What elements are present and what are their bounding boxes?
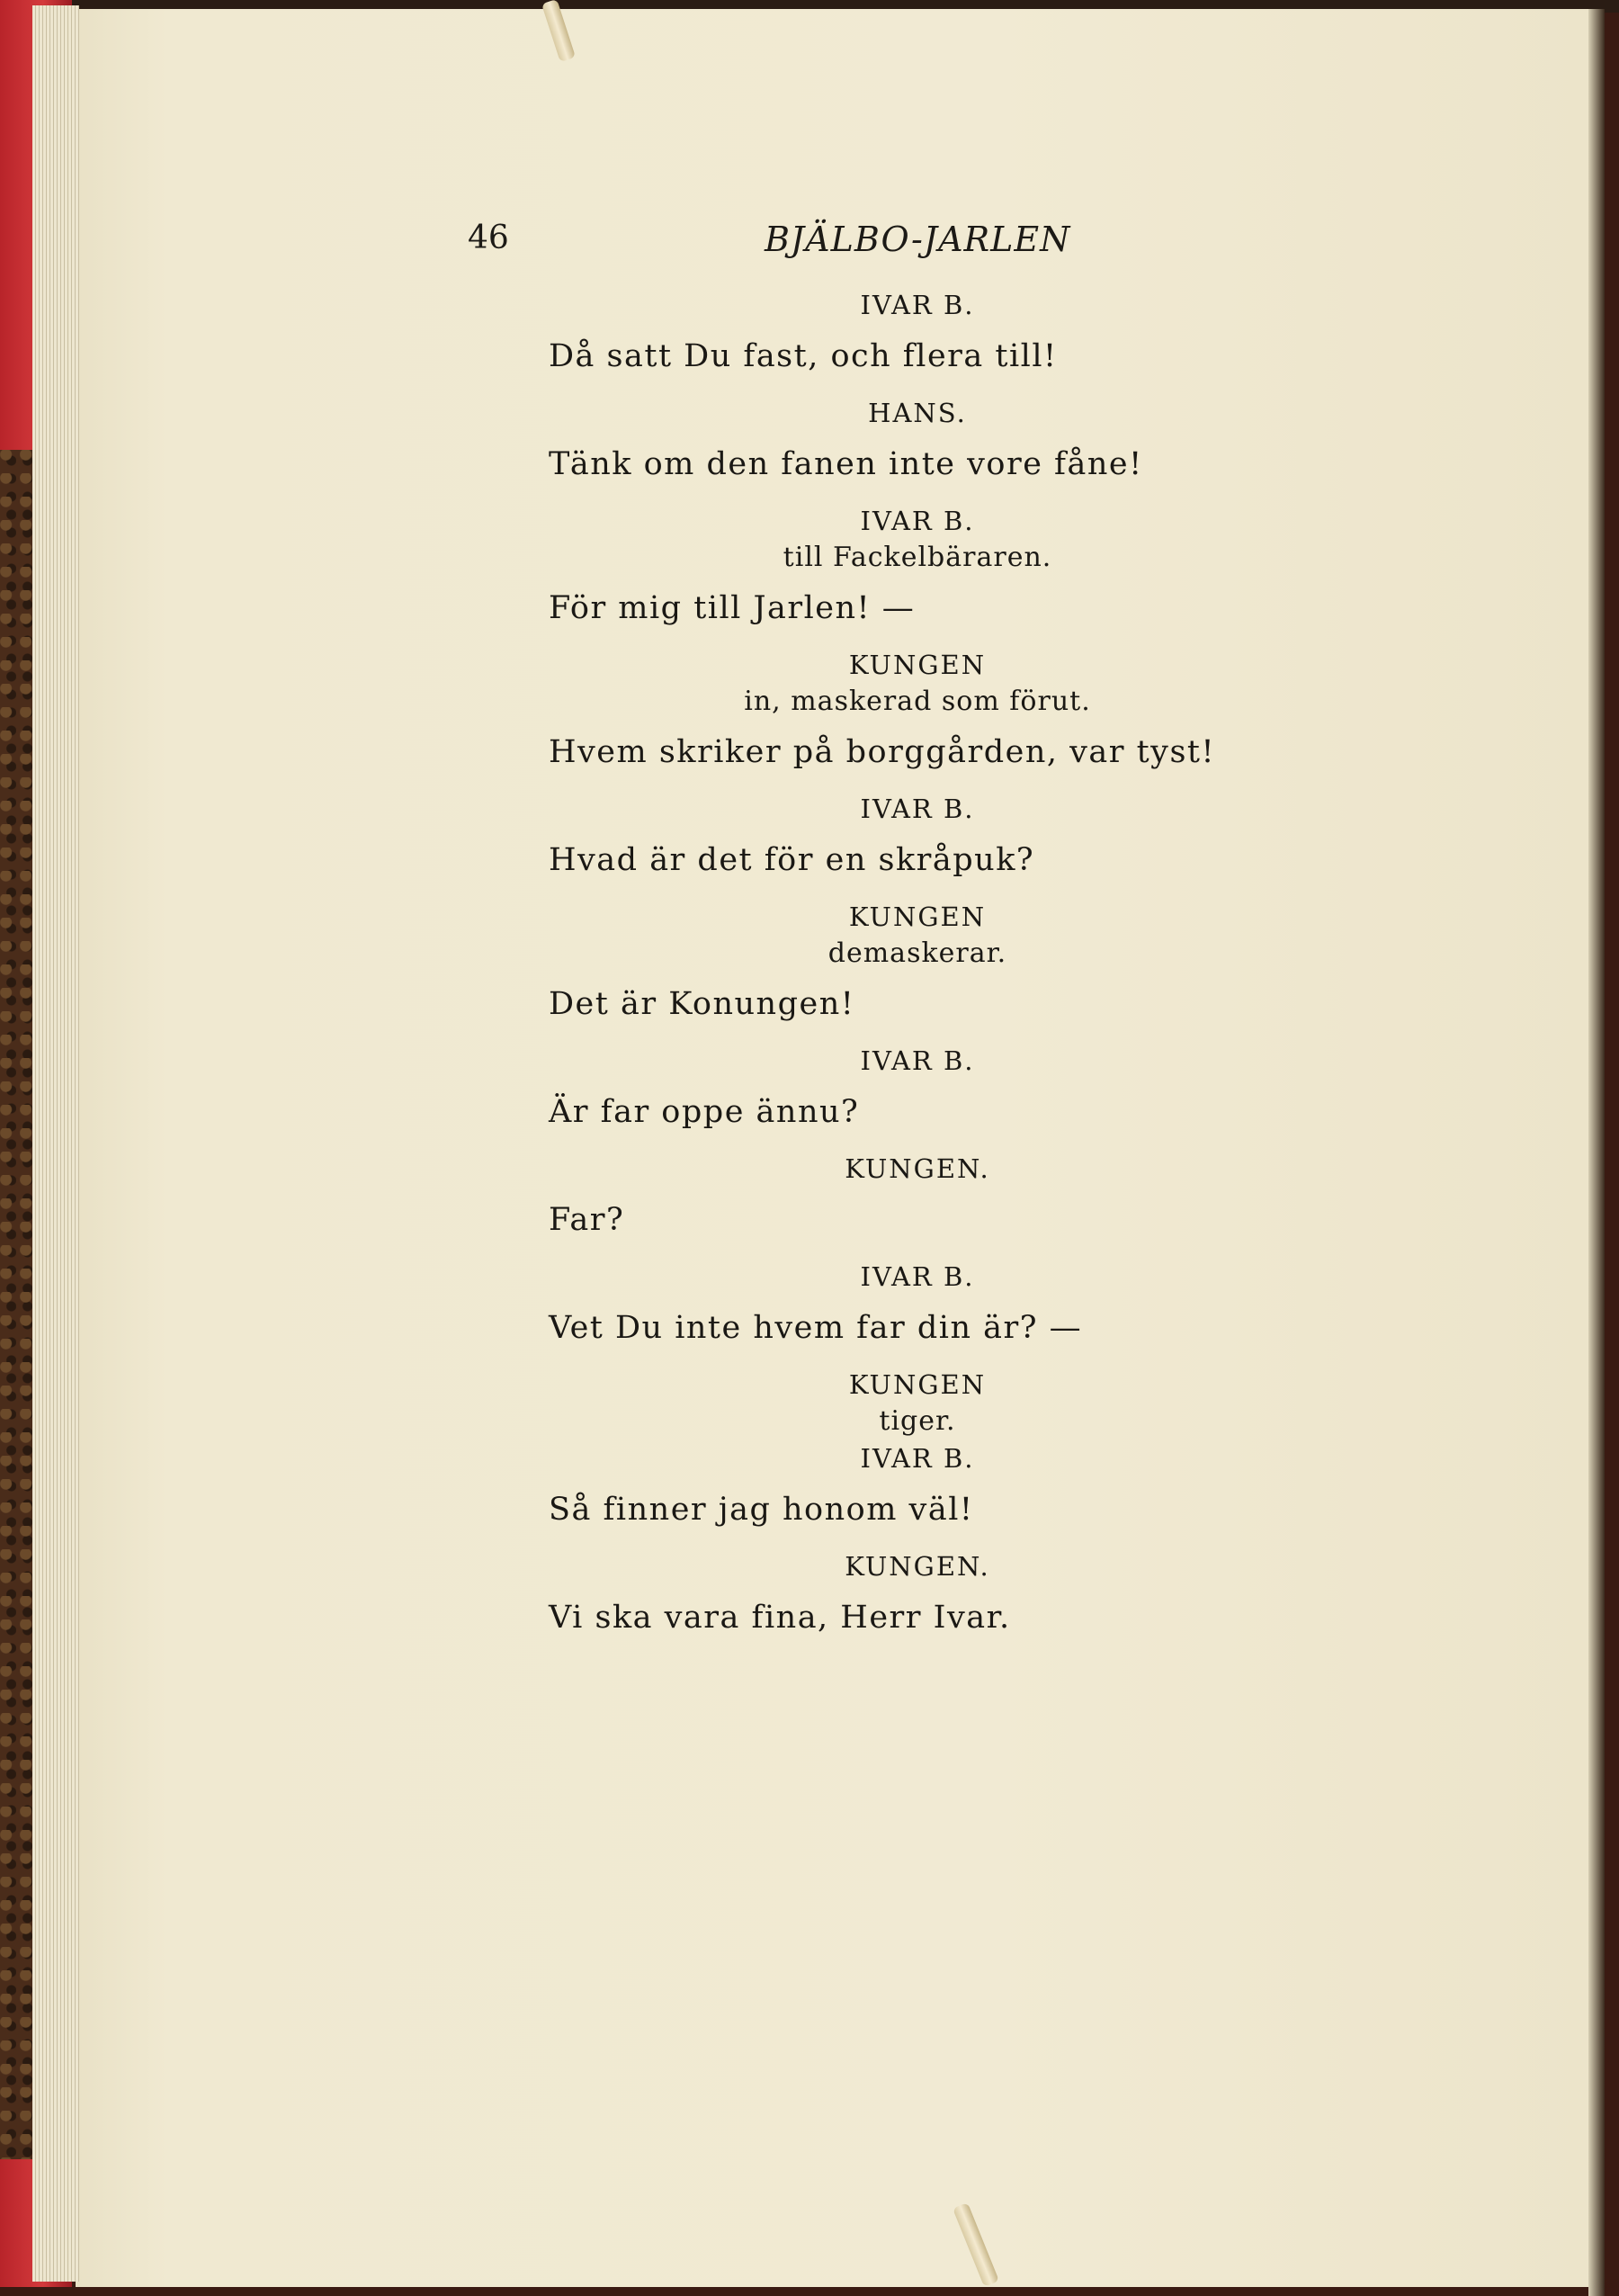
dialogue-line: Far? <box>549 1202 625 1238</box>
dialogue-line: Vi ska vara fina, Herr Ivar. <box>549 1600 1011 1636</box>
dialogue-line: Då satt Du fast, och flera till! <box>549 338 1058 374</box>
speaker-name: IVAR B. <box>860 1045 975 1076</box>
stage-direction: demaskerar. <box>827 937 1007 969</box>
dialogue-line: Hvad är det för en skråpuk? <box>549 842 1035 878</box>
page-number: 46 <box>468 220 509 256</box>
marbled-endpaper <box>0 450 36 2159</box>
dialogue-line: Tänk om den fanen inte vore fåne! <box>549 446 1143 482</box>
dialogue-line: Så finner jag honom väl! <box>549 1492 974 1528</box>
stage-direction: till Fackelbäraren. <box>783 542 1052 573</box>
running-title: BJÄLBO-JARLEN <box>765 220 1071 259</box>
speaker-name: HANS. <box>868 398 967 428</box>
speaker-name: IVAR B. <box>860 1261 975 1292</box>
speaker-name: IVAR B. <box>860 506 975 536</box>
page-gutter-edge <box>1588 9 1605 2296</box>
speaker-name: KUNGEN. <box>845 1551 990 1582</box>
dialogue-line: Hvem skriker på borggården, var tyst! <box>549 734 1216 770</box>
play-text <box>549 286 1385 1655</box>
speaker-name: KUNGEN <box>848 650 987 680</box>
stage-direction: tiger. <box>879 1405 956 1437</box>
speaker-name: KUNGEN <box>848 901 987 932</box>
stage-direction: in, maskerad som förut. <box>744 686 1091 717</box>
speaker-name: IVAR B. <box>860 1443 975 1474</box>
speaker-name: KUNGEN <box>848 1369 987 1400</box>
dialogue-line: Det är Konungen! <box>549 986 855 1022</box>
running-head <box>468 220 1403 270</box>
speaker-name: KUNGEN. <box>845 1153 990 1184</box>
dialogue-line: Vet Du inte hvem far din är? — <box>549 1310 1083 1346</box>
dialogue-line: För mig till Jarlen! — <box>549 590 916 626</box>
dialogue-line: Är far oppe ännu? <box>549 1094 860 1130</box>
page-edges <box>32 5 79 2282</box>
speaker-name: IVAR B. <box>860 290 975 320</box>
speaker-name: IVAR B. <box>860 794 975 824</box>
